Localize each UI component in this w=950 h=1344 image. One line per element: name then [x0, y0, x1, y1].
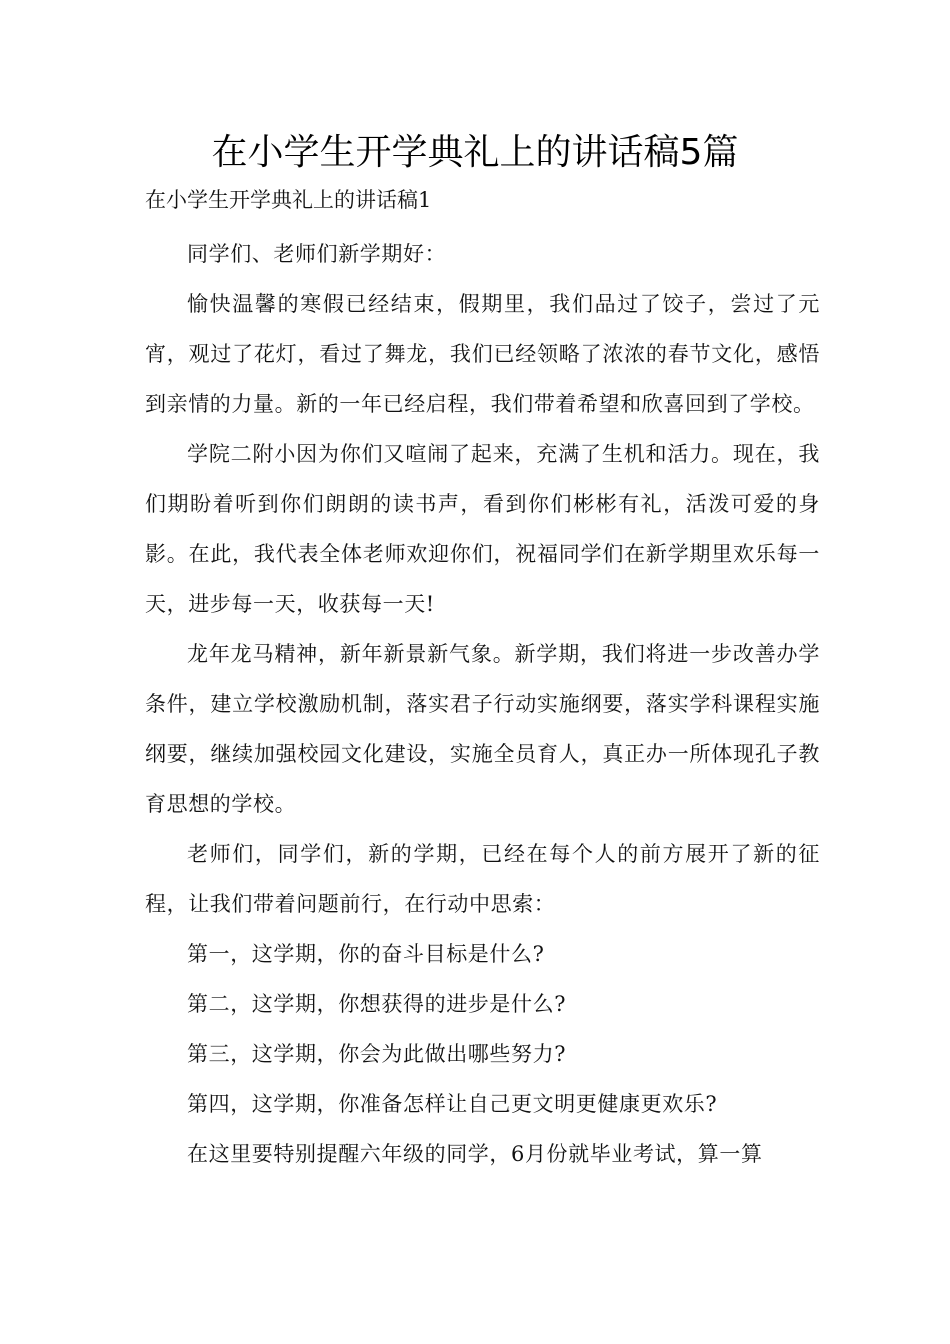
document-body	[145, 229, 820, 1179]
body-paragraph: 在这里要特别提醒六年级的同学，6月份就毕业考试，算一算	[187, 1142, 763, 1166]
question-paragraph: 第四，这学期，你准备怎样让自己更文明更健康更欢乐?	[187, 1092, 718, 1116]
question-paragraph: 第三，这学期，你会为此做出哪些努力?	[187, 1042, 567, 1066]
document-title: 在小学生开学典礼上的讲话稿5篇	[211, 132, 739, 173]
question-paragraph: 第一，这学期，你的奋斗目标是什么?	[187, 942, 545, 966]
question-paragraph: 第二，这学期，你想获得的进步是什么?	[187, 992, 567, 1016]
section-heading: 在小学生开学典礼上的讲话稿1	[145, 188, 432, 212]
body-paragraph: 龙年龙马精神，新年新景新气象。新学期，我们将进一步改善办学条件，建立学校激励机制，落实君子行动实施纲要，落实学科课程实施纲要，继续加强校园文化建设，实施全员育人，真正办一所体现孔子教育思想的学校。	[145, 642, 820, 816]
body-paragraph: 老师们，同学们，新的学期，已经在每个人的前方展开了新的征程，让我们带着问题前行，在行动中思索：	[145, 842, 820, 916]
body-paragraph: 愉快温馨的寒假已经结束，假期里，我们品过了饺子，尝过了元宵，观过了花灯，看过了舞龙，我们已经领略了浓浓的春节文化，感悟到亲情的力量。新的一年已经启程，我们带着希望和欣喜回到了学校。	[145, 292, 820, 416]
greeting-paragraph: 同学们、老师们新学期好：	[187, 242, 447, 266]
body-paragraph: 学院二附小因为你们又喧闹了起来，充满了生机和活力。现在，我们期盼着听到你们朗朗的读书声，看到你们彬彬有礼，活泼可爱的身影。在此，我代表全体老师欢迎你们，祝福同学们在新学期里欢乐每一天，进步每一天，收获每一天!	[145, 442, 820, 616]
